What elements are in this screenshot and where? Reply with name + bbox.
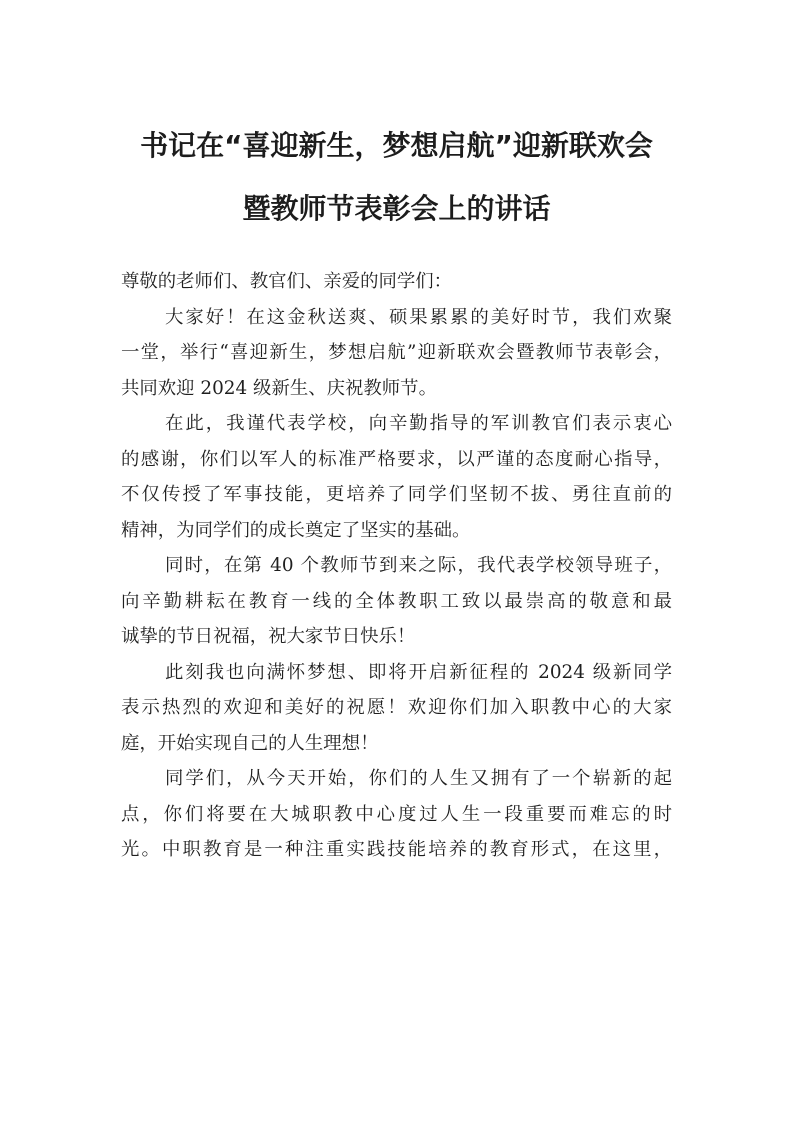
paragraph-line: 庭，开始实现自己的人生理想！ [121,732,379,754]
paragraph-line: 诚挚的节日祝福，祝大家节日快乐！ [121,626,416,647]
paragraph-line: 共同欢迎 2024 级新生、庆祝教师节。 [121,377,437,399]
paragraph-line: 精神，为同学们的成长奠定了坚实的基础。 [121,519,471,541]
document-title-line-2: 暨教师节表彰会上的讲话 [242,192,551,225]
document-body [121,264,672,868]
paragraph-line: 向辛勤耕耘在教育一线的全体教职工致以最崇高的敬意和最 [121,590,672,612]
salutation: 尊敬的老师们、教官们、亲爱的同学们： [121,271,453,292]
paragraph-line: 表示热烈的欢迎和美好的祝愿！欢迎你们加入职教中心的大家 [121,697,672,718]
paragraph-line: 同时，在第 40 个教师节到来之际，我代表学校领导班子， [165,555,672,576]
paragraph-line: 点，你们将要在大城职教中心度过人生一段重要而难忘的时 [121,803,672,825]
paragraph-line: 的感谢，你们以军人的标准严格要求，以严谨的态度耐心指导， [121,448,672,470]
paragraph-line: 大家好！在这金秋送爽、硕果累累的美好时节，我们欢聚 [165,306,672,328]
paragraph-line: 光。中职教育是一种注重实践技能培养的教育形式，在这里， [121,839,672,860]
document-title-line-1: 书记在“喜迎新生，梦想启航”迎新联欢会 [140,129,653,162]
paragraph-line: 一堂，举行“喜迎新生，梦想启航”迎新联欢会暨教师节表彰会， [121,342,672,363]
paragraph-line: 不仅传授了军事技能，更培养了同学们坚韧不拔、勇往直前的 [121,484,672,505]
paragraph-line: 此刻我也向满怀梦想、即将开启新征程的 2024 级新同学 [165,661,672,683]
paragraph-line: 同学们，从今天开始，你们的人生又拥有了一个崭新的起 [165,768,672,789]
paragraph-line: 在此，我谨代表学校，向辛勤指导的军训教官们表示衷心 [165,413,672,434]
